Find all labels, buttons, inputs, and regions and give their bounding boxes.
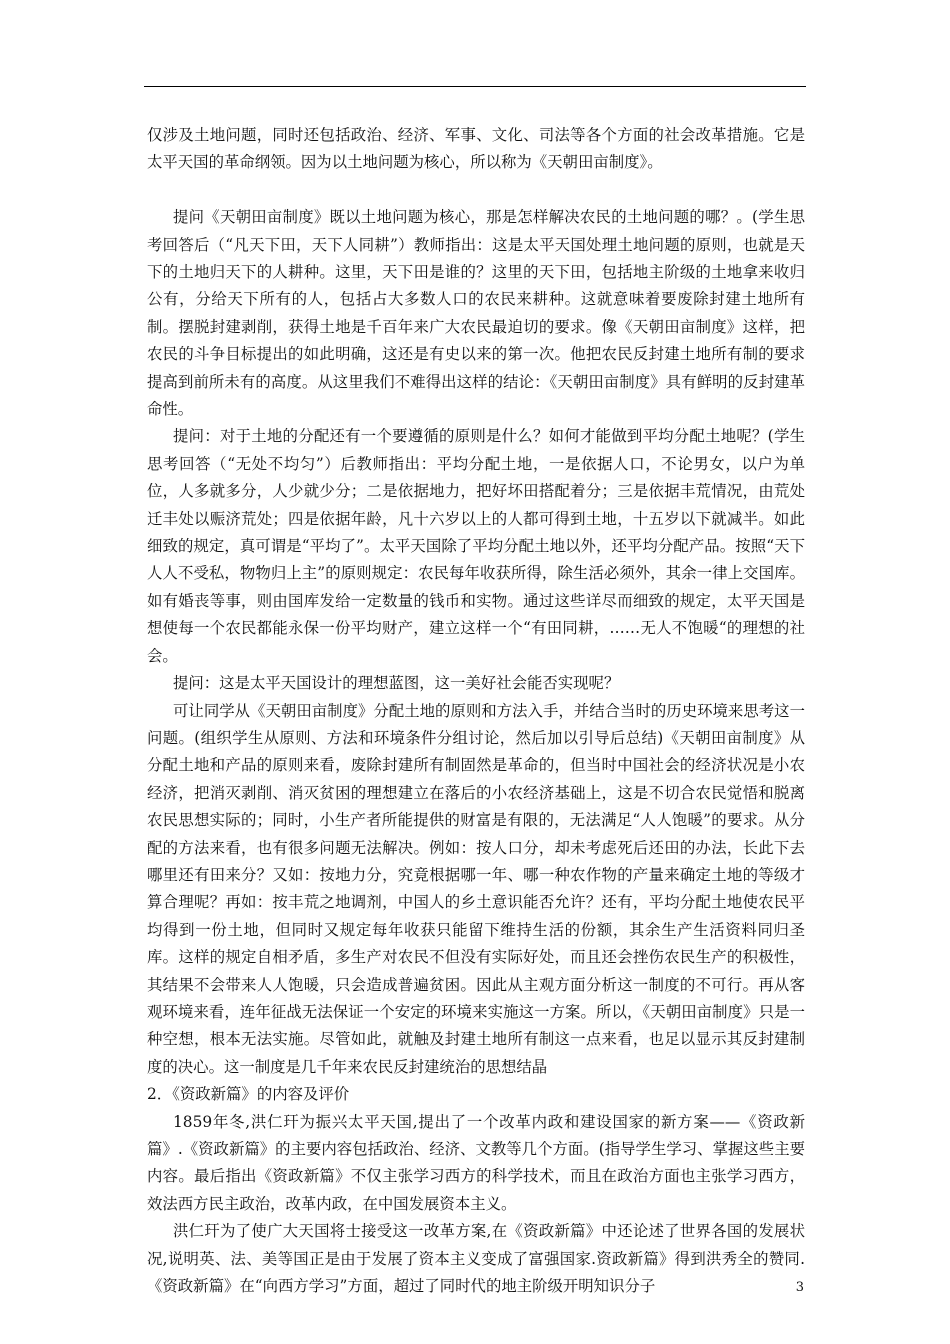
paragraph-analysis: 可让同学从《天朝田亩制度》分配土地的原则和方法入手，并结合当时的历史环境来思考这一问题。(组织学生从原则、方法和环境条件分组讨论，然后加以引导后总结)《天朝田亩制度》从分配土地和产品的原则来看，废除封建所有制固然是革命的，但当时中国社会的经济状况是小农经济，把消灭剥削、消灭贫困的理想建立在落后的小农经济基础上，这是不切合农民觉悟和脱离农民思想实际的；同时，小生产者所能提供的财富是有限的，无法满足“人人饱暖”的要求。从分配的方法来看，也有很多问题无法解决。例如：按人口分，却未考虑死后还田的办法，长此下去哪里还有田来分？又如：按地力分，究竟根据哪一年、哪一种农作物的产量来确定土地的等级才算合理呢？再如：按丰荒之地调剂，中国人的乡土意识能否允许？还有，平均分配土地使农民平均得到一份土地，但同时又规定每年收获只能留下维持生活的份额，其余生产生活资料同归圣库。这样的规定自相矛盾，多生产对农民不但没有实际好处，而且还会挫伤农民生产的积极性，其结果不会带来人人饱暖，只会造成普遍贫困。因此从主观方面分析这一制度的不可行。再从客观环境来看，连年征战无法保证一个安定的环境来实施这一方案。所以，《天朝田亩制度》只是一种空想，根本无法实施。尽管如此，就触及封建土地所有制这一点来看，也足以显示其反封建制度的决心。这一制度是几千年来农民反封建统治的思想结晶 [147, 701, 805, 1076]
header-rule [144, 86, 806, 87]
paragraph-gap [147, 177, 805, 204]
page-number: 3 [795, 1280, 804, 1295]
paragraph-land-reform-scope: 仅涉及土地问题，同时还包括政治、经济、军事、文化、司法等各个方面的社会改革措施。它是太平天国的革命纲领。因为以土地问题为核心，所以称为《天朝田亩制度》。 [147, 126, 805, 172]
paragraph-question-land-problem: 提问《天朝田亩制度》既以土地问题为核心，那是怎样解决农民的土地问题的哪？。(学生思考回答后（“凡天下田，天下人同耕”）教师指出：这是太平天国处理土地问题的原则，也就是天下的土地归天下的人耕种。这里，天下田是谁的？这里的天下田，包括地主阶级的土地拿来收归公有，分给天下所有的人，包括占大多数人口的农民来耕种。这就意味着要废除封建土地所有制。摆脱封建剥削，获得土地是千百年来广大农民最迫切的要求。像《天朝田亩制度》这样，把农民的斗争目标提出的如此明确，这还是有史以来的第一次。他把农民反封建土地所有制的要求提高到前所未有的高度。从这里我们不难得出这样的结论：《天朝田亩制度》具有鲜明的反封建革命性。 [147, 208, 805, 419]
document-body [147, 122, 805, 1300]
paragraph-zizheng-xinpian-content: 1859年冬,洪仁玕为振兴太平天国,提出了一个改革内政和建设国家的新方案——《资政新篇》.《资政新篇》的主要内容包括政治、经济、文教等几个方面。(指导学生学习、掌握这些主要内容。最后指出《资政新篇》不仅主张学习西方的科学技术，而且在政治方面也主张学习西方，效法西方民主政治，改革内政，在中国发展资本主义。 [147, 1112, 805, 1213]
paragraph-question-feasibility: 提问：这是太平天国设计的理想蓝图，这一美好社会能否实现呢？ [173, 674, 620, 693]
paragraph-question-distribution: 提问：对于土地的分配还有一个要遵循的原则是什么？如何才能做到平均分配土地呢？(学生思考回答（“无处不均匀”）后教师指出：平均分配土地，一是依据人口，不论男女，以户为单位，人多就多分，人少就少分；二是依据地力，把好坏田搭配着分；三是依据丰荒情况，由荒处迁丰处以赈济荒处；四是依据年龄，凡十六岁以上的人都可得到土地，十五岁以下就减半。如此细致的规定，真可谓是“平均了”。太平天国除了平均分配土地以外，还平均分配产品。按照“天下人人不受私，物物归上主”的原则规定：农民每年收获所得，除生活必须外，其余一律上交国库。如有婚丧等事，则由国库发给一定数量的钱币和实物。通过这些详尽而细致的规定，太平天国是想使每一个农民都能永保一份平均财产，建立这样一个“有田同耕，……无人不饱暖“的理想的社会。 [147, 427, 805, 665]
section-heading-zizheng-xinpian: 2．《资政新篇》的内容及评价 [147, 1085, 350, 1104]
paragraph-zizheng-xinpian-evaluation: 洪仁玕为了使广大天国将士接受这一改革方案,在《资政新篇》中还论述了世界各国的发展状况,说明英、法、美等国正是由于发展了资本主义变成了富强国家.资政新篇》得到洪秀全的赞同.《资政新篇》在“向西方学习”方面，超过了同时代的地主阶级开明知识分子 [147, 1222, 805, 1296]
